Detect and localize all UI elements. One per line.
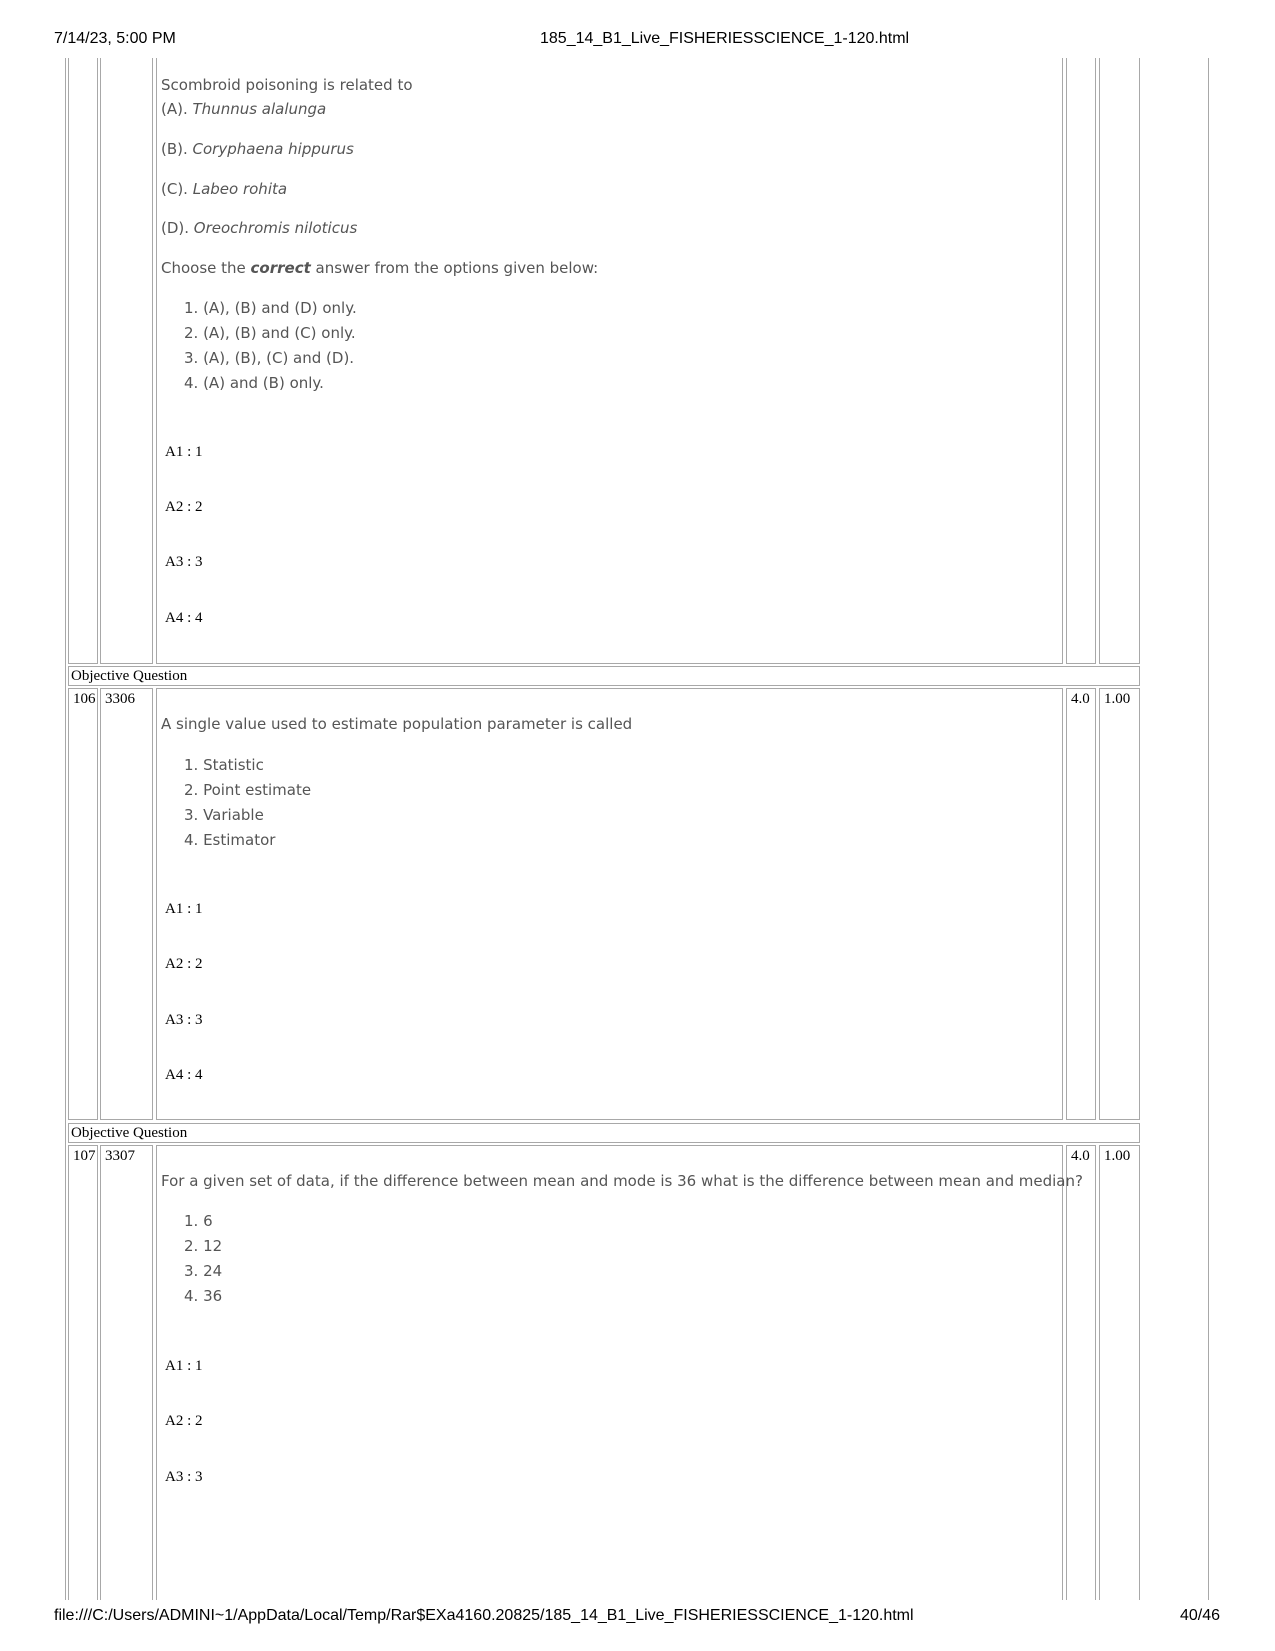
document-title: 185_14_B1_Live_FISHERIESSCIENCE_1-120.html xyxy=(540,30,910,47)
option-item: 3. 24 xyxy=(184,1262,223,1280)
option-item: 2. 12 xyxy=(184,1237,223,1255)
q106-options xyxy=(184,753,311,853)
q105-answer-1: A1 : 1 xyxy=(165,444,203,460)
q106-neg-cell xyxy=(1099,688,1140,1120)
q105-options xyxy=(184,296,357,396)
question-id: 3307 xyxy=(105,1148,135,1164)
q106-answer-2: A2 : 2 xyxy=(165,956,203,972)
q107-num-cell xyxy=(68,1145,98,1600)
q105-item-c: (C). Labeo rohita xyxy=(161,180,288,198)
q107-body-cell xyxy=(156,1145,1063,1600)
q107-neg-cell xyxy=(1099,1145,1140,1600)
q106-answer-3: A3 : 3 xyxy=(165,1012,203,1028)
q105-instruction: Choose the correct answer from the options given below: xyxy=(161,259,599,277)
q105-id-cell xyxy=(100,58,153,664)
q105-item-b: (B). Coryphaena hippurus xyxy=(161,140,354,158)
q105-item-a: (A). Thunnus alalunga xyxy=(161,100,327,118)
q107-marks-cell xyxy=(1066,1145,1096,1600)
option-item: 2. (A), (B) and (C) only. xyxy=(184,324,356,342)
q107-id-cell xyxy=(100,1145,153,1600)
question-type-label: Objective Question xyxy=(71,668,188,684)
question-type-label: Objective Question xyxy=(71,1125,188,1141)
option-item: 3. (A), (B), (C) and (D). xyxy=(184,349,355,367)
negative-marks-value: 1.00 xyxy=(1104,1148,1131,1164)
q105-answer-2: A2 : 2 xyxy=(165,499,203,515)
q107-answer-2: A2 : 2 xyxy=(165,1413,203,1429)
section-row-106 xyxy=(68,666,1140,686)
q107-stem: For a given set of data, if the difference between mean and mode is 36 what is the difference between mean and median? xyxy=(161,1172,1083,1190)
q105-num-cell xyxy=(68,58,98,664)
q107-answer-1: A1 : 1 xyxy=(165,1358,203,1374)
q106-marks-cell xyxy=(1066,688,1096,1120)
q106-num-cell xyxy=(68,688,98,1120)
q107-options xyxy=(184,1209,222,1309)
q105-answer-4: A4 : 4 xyxy=(165,610,203,626)
file-path: file:///C:/Users/ADMINI~1/AppData/Local/Temp/Rar$EXa4160.20825/185_14_B1_Live_FISHERIESSCIENCE_1-120.html xyxy=(54,1607,914,1624)
question-id: 3306 xyxy=(105,691,135,707)
q106-answer-4: A4 : 4 xyxy=(165,1067,203,1083)
q107-answer-3: A3 : 3 xyxy=(165,1469,203,1485)
section-row-107 xyxy=(68,1123,1140,1143)
negative-marks-value: 1.00 xyxy=(1104,691,1131,707)
question-number: 107 xyxy=(73,1148,96,1164)
q106-answer-1: A1 : 1 xyxy=(165,901,203,917)
q105-marks-cell xyxy=(1066,58,1096,664)
page-number: 40/46 xyxy=(1180,1607,1221,1624)
q105-stem: Scombroid poisoning is related to xyxy=(161,76,413,94)
option-item: 4. (A) and (B) only. xyxy=(184,374,324,392)
q105-answer-3: A3 : 3 xyxy=(165,554,203,570)
option-item: 1. Statistic xyxy=(184,756,264,774)
q106-stem: A single value used to estimate population parameter is called xyxy=(161,715,633,733)
q106-id-cell xyxy=(100,688,153,1120)
option-item: 1. (A), (B) and (D) only. xyxy=(184,299,357,317)
marks-value: 4.0 xyxy=(1071,691,1090,707)
question-number: 106 xyxy=(73,691,96,707)
option-item: 2. Point estimate xyxy=(184,781,312,799)
marks-value: 4.0 xyxy=(1071,1148,1090,1164)
option-item: 4. Estimator xyxy=(184,831,276,849)
option-item: 4. 36 xyxy=(184,1287,223,1305)
q105-item-d: (D). Oreochromis niloticus xyxy=(161,219,358,237)
option-item: 1. 6 xyxy=(184,1212,213,1230)
print-date: 7/14/23, 5:00 PM xyxy=(54,30,176,47)
option-item: 3. Variable xyxy=(184,806,264,824)
q105-neg-cell xyxy=(1099,58,1140,664)
